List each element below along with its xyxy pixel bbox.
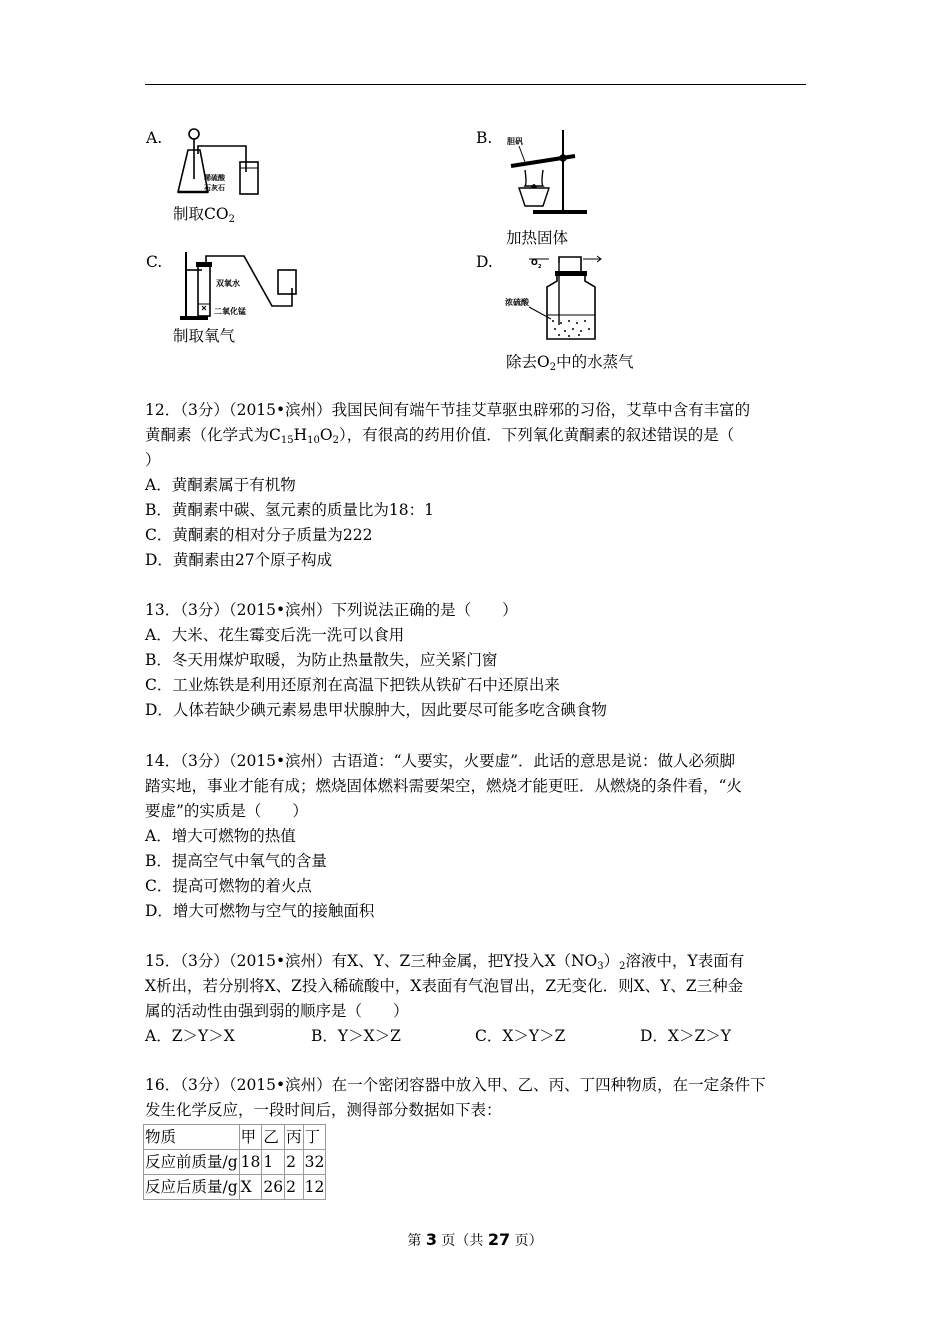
question-15 [145,949,810,1049]
table-cell: 18 [239,1150,262,1175]
q14-stem-line-1: 14．（3分）（2015•滨州）古语道：“人要实，火要虚”．此话的意思是说：做人必须脚 [145,752,736,770]
q13-stem: 13．（3分）（2015•滨州）下列说法正确的是（ ） [145,601,518,619]
table-cell: 物质 [144,1125,240,1150]
q14-option-b: B．提高空气中氧气的含量 [145,852,327,870]
q11-option-d-letter: D. [476,253,493,271]
q16-data-table [143,1124,326,1200]
q11-b-label-vitriol: 胆矾 [507,137,523,146]
table-cell: 32 [303,1150,326,1175]
question-16 [145,1073,810,1123]
q12-stem-line-3: ） [145,451,161,469]
q12-option-a: A．黄酮素属于有机物 [145,476,296,494]
q13-option-c: C．工业炼铁是利用还原剂在高温下把铁从铁矿石中还原出来 [145,676,560,694]
q15-option-c: C．X＞Y＞Z [475,1027,566,1045]
table-cell: X [239,1175,262,1200]
q11-option-b-caption: 加热固体 [506,229,569,247]
q15-stem-line-2: X析出，若分别将X、Z投入稀硫酸中，X表面有气泡冒出，Z无变化．则X、Y、Z三种金 [145,977,744,995]
question-12 [145,398,810,573]
question-13 [145,598,810,723]
q12-stem-line-1: 12．（3分）（2015•滨州）我国民间有端午节挂艾草驱虫辟邪的习俗，艾草中含有丰富的 [145,401,751,419]
q11-a-label-limestone: 石灰石 [204,184,225,192]
q12-option-b: B．黄酮素中碳、氢元素的质量比为18：1 [145,501,434,519]
table-cell: 12 [303,1175,326,1200]
q15-options [145,1024,810,1049]
q16-stem-line-2: 发生化学反应，一段时间后，测得部分数据如下表： [145,1101,502,1119]
q16-stem-line-1: 16．（3分）（2015•滨州）在一个密闭容器中放入甲、乙、丙、丁四种物质，在一定条件下 [145,1076,766,1094]
q11-option-c-caption: 制取氧气 [173,327,236,345]
q11-option-b-letter: B. [476,129,493,147]
q11-d-label-o-sub: 2 [538,264,542,270]
page-footer [0,1230,950,1250]
q13-option-b: B．冬天用煤炉取暖，为防止热量散失，应关紧门窗 [145,651,498,669]
q13-option-d: D．人体若缺少碘元素易患甲状腺肿大，因此要尽可能多吃含碘食物 [145,701,607,719]
q15-option-a: A．Z＞Y＞X [145,1027,235,1045]
q11-option-a-letter: A. [146,129,163,147]
q11-c-label-mno2: 二氧化锰 [214,307,246,316]
q11-d-label-sulfuric: 浓硫酸 [505,298,529,307]
table-cell: 2 [285,1175,304,1200]
drying-apparatus-figure [503,253,603,341]
q14-stem-line-3: 要虚”的实质是（ ） [145,802,308,820]
q11-d-label-o: O [531,258,538,267]
q14-option-a: A．增大可燃物的热值 [145,827,296,845]
table-cell: 1 [262,1150,285,1175]
q11-c-label-h2o2: 双氧水 [216,279,240,288]
table-cell: 甲 [239,1125,262,1150]
q15-option-d: D．X＞Z＞Y [640,1027,731,1045]
q14-option-c: C．提高可燃物的着火点 [145,877,312,895]
footer-page-number: 3 [425,1230,437,1249]
table-row [144,1125,326,1150]
q11-option-a-caption: 制取$CO_2$ [173,205,235,225]
q14-stem-line-2: 踏实地，事业才能有成；燃烧固体燃料需要架空，燃烧才能更旺．从燃烧的条件看，“火 [145,777,742,795]
table-cell: 丁 [303,1125,326,1150]
q15-stem-line-1: 15．（3分）（2015•滨州）有X、Y、Z三种金属，把Y投入$X(NO_3)_2$溶液中，Y表面有 [145,952,745,972]
header-rule [145,84,806,85]
table-cell: 反应前质量/g [144,1150,240,1175]
table-cell: 反应后质量/g [144,1175,240,1200]
q11-option-c-letter: C. [146,253,163,271]
q12-option-c: C．黄酮素的相对分子质量为222 [145,526,373,544]
q11-option-d-caption: 除去$O_2$中的水蒸气 [506,353,634,373]
table-cell: 丙 [285,1125,304,1150]
table-row [144,1150,326,1175]
table-row [144,1175,326,1200]
footer-total-pages: 27 [487,1230,511,1249]
q15-stem-line-3: 属的活动性由强到弱的顺序是（ ） [145,1002,409,1020]
q15-option-b: B．Y＞X＞Z [311,1027,401,1045]
footer-suffix: 页） [510,1233,543,1249]
q13-option-a: A．大米、花生霉变后洗一洗可以食用 [145,626,405,644]
table-cell: 乙 [262,1125,285,1150]
q11-a-label-acid: 稀硫酸 [204,174,225,182]
oxygen-apparatus-figure [172,248,302,323]
table-cell: 2 [285,1150,304,1175]
question-14 [145,749,810,924]
footer-prefix: 第 [407,1233,426,1249]
co2-apparatus-figure [172,124,267,202]
table-cell: 26 [262,1175,285,1200]
q14-option-d: D．增大可燃物与空气的接触面积 [145,902,375,920]
heating-apparatus-figure [503,128,593,216]
footer-middle: 页（共 [436,1233,488,1249]
q12-stem-line-2: 黄酮素（化学式为$C_{15}H_{10}O_2$），有很高的药用价值．下列氧化黄酮素的叙述错误的是（ [145,426,735,446]
q12-option-d: D．黄酮素由27个原子构成 [145,551,333,569]
